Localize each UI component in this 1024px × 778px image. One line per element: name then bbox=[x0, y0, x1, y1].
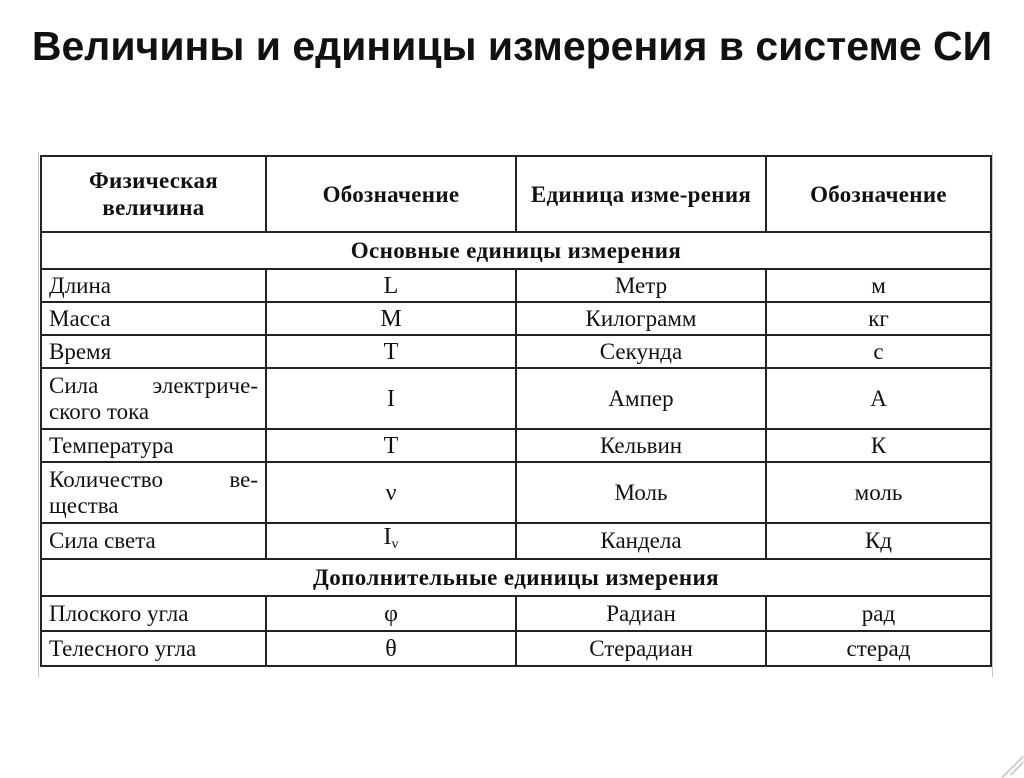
table-header-row bbox=[41, 156, 991, 232]
section-label: Основные единицы измерения bbox=[41, 232, 991, 269]
quantity-cell: Время bbox=[41, 335, 266, 368]
symbol-cell: T bbox=[266, 335, 516, 368]
symbol-cell: L bbox=[266, 269, 516, 302]
unit-symbol-cell: с bbox=[766, 335, 991, 368]
unit-cell: Килограмм bbox=[516, 302, 766, 335]
unit-cell: Стерадиан bbox=[516, 631, 766, 666]
symbol-cell: φ bbox=[266, 596, 516, 631]
section-label: Дополнительные единицы измерения bbox=[41, 559, 991, 596]
table-row bbox=[41, 368, 991, 429]
quantity-cell: Телесного угла bbox=[41, 631, 266, 666]
unit-cell: Радиан bbox=[516, 596, 766, 631]
unit-symbol-cell: К bbox=[766, 429, 991, 462]
section-row-additional-units bbox=[41, 559, 991, 596]
unit-symbol-cell: моль bbox=[766, 462, 991, 523]
quantity-cell: Сила света bbox=[41, 523, 266, 559]
quantity-cell: Масса bbox=[41, 302, 266, 335]
table-row bbox=[41, 335, 991, 368]
unit-symbol-cell: кг bbox=[766, 302, 991, 335]
unit-symbol-cell: рад bbox=[766, 596, 991, 631]
table-row bbox=[41, 269, 991, 302]
table-row bbox=[41, 596, 991, 631]
quantity-cell: Температура bbox=[41, 429, 266, 462]
quantity-cell: Плоского угла bbox=[41, 596, 266, 631]
unit-symbol-cell: м bbox=[766, 269, 991, 302]
header-unit: Единица изме-рения bbox=[516, 156, 766, 232]
symbol-main: I bbox=[383, 524, 392, 550]
quantity-cell: Сила электриче-ского тока bbox=[41, 368, 266, 429]
section-row-base-units bbox=[41, 232, 991, 269]
header-physical-quantity: Физическая величина bbox=[41, 156, 266, 232]
table-row bbox=[41, 302, 991, 335]
slide-title: Величины и единицы измерения в системе СИ bbox=[31, 23, 993, 69]
header-unit-symbol: Обозначение bbox=[766, 156, 991, 232]
page-corner-decoration bbox=[986, 737, 1024, 767]
symbol-subscript: v bbox=[391, 537, 399, 552]
unit-cell: Метр bbox=[516, 269, 766, 302]
unit-symbol-cell: Кд bbox=[766, 523, 991, 559]
symbol-cell: ν bbox=[266, 462, 516, 523]
symbol-cell: T bbox=[266, 429, 516, 462]
header-quantity-symbol: Обозначение bbox=[266, 156, 516, 232]
table-row bbox=[41, 631, 991, 666]
symbol-cell bbox=[266, 523, 516, 559]
table-row bbox=[41, 429, 991, 462]
unit-cell: Секунда bbox=[516, 335, 766, 368]
unit-symbol-cell: стерад bbox=[766, 631, 991, 666]
si-units-table bbox=[40, 155, 992, 667]
table-row bbox=[41, 462, 991, 523]
unit-cell: Моль bbox=[516, 462, 766, 523]
quantity-cell: Количество ве-щества bbox=[41, 462, 266, 523]
symbol-cell: M bbox=[266, 302, 516, 335]
unit-cell: Кельвин bbox=[516, 429, 766, 462]
symbol-cell: θ bbox=[266, 631, 516, 666]
symbol-cell: I bbox=[266, 368, 516, 429]
quantity-cell: Длина bbox=[41, 269, 266, 302]
unit-cell: Кандела bbox=[516, 523, 766, 559]
unit-cell: Ампер bbox=[516, 368, 766, 429]
unit-symbol-cell: А bbox=[766, 368, 991, 429]
table-row bbox=[41, 523, 991, 559]
